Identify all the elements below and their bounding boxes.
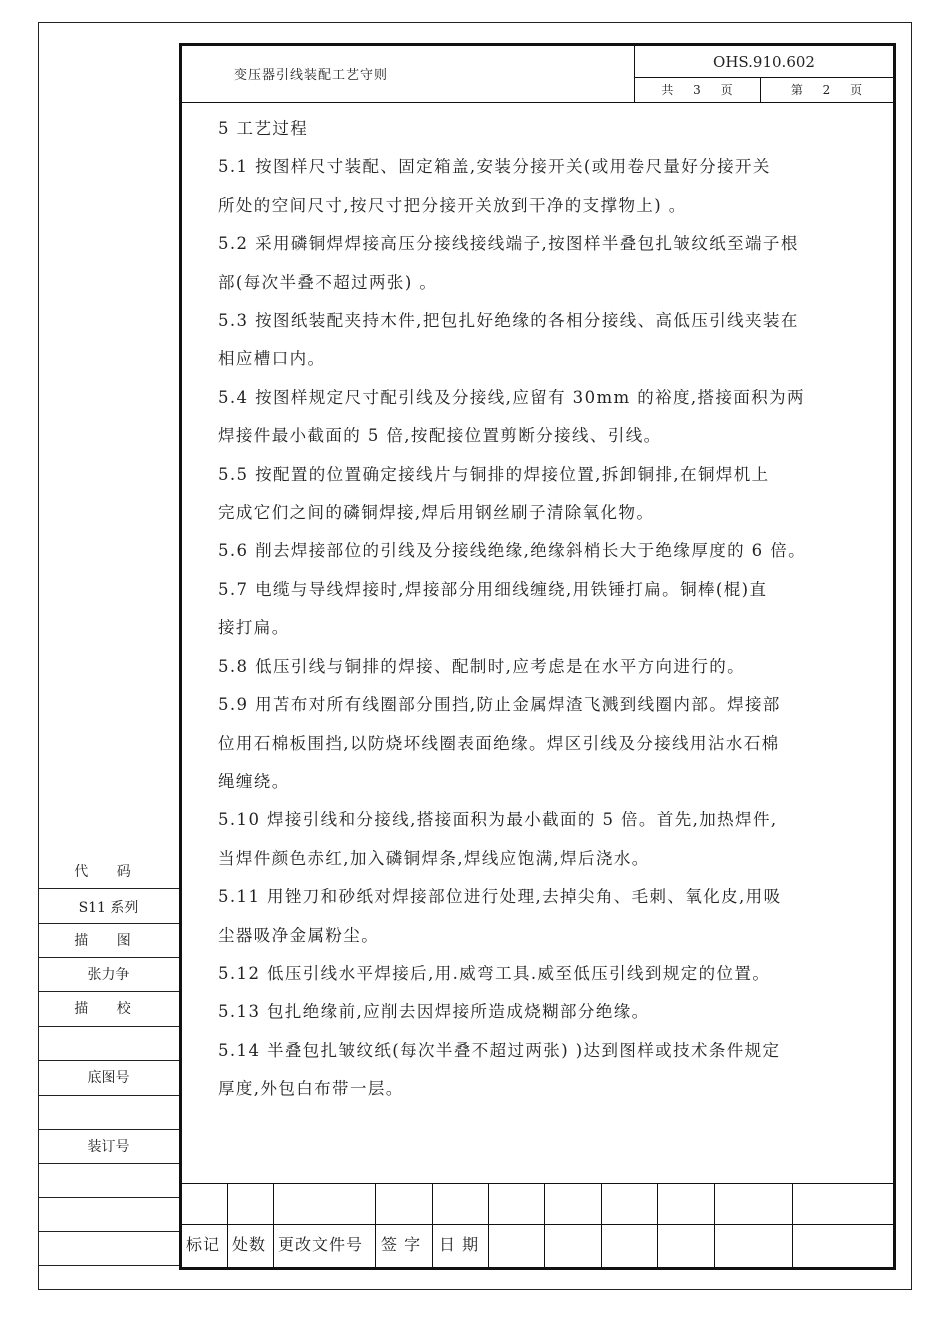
revision-col-line <box>792 1184 793 1268</box>
paragraph-continuation-line: 位用石棉板围挡,以防烧坏线圈表面绝缘。焊区引线及分接线用沾水石棉 <box>218 733 780 753</box>
revision-row-divider <box>182 1224 893 1225</box>
sidebar-blank-1 <box>38 1027 179 1061</box>
revision-col-line <box>657 1184 658 1268</box>
paragraph-line: 5 工艺过程 <box>218 119 309 138</box>
paragraph-continuation-line: 相应槽口内。 <box>218 349 326 369</box>
paragraph-continuation-line: 焊接件最小截面的 5 倍,按配接位置剪断分接线、引线。 <box>218 426 662 446</box>
paragraph-continuation-line: 部(每次半叠不超过两张) 。 <box>218 272 438 292</box>
paragraph-continuation-line: 绳缠绕。 <box>218 771 290 791</box>
paragraph-continuation-line: 完成它们之间的磷铜焊接,焊后用钢丝刷子清除氧化物。 <box>218 503 655 523</box>
revision-count-label: 处数 <box>232 1235 267 1254</box>
sidebar-check-label: 描 校 <box>38 992 179 1027</box>
sidebar-code-label: 代 码 <box>38 855 179 889</box>
revision-col-line <box>432 1184 433 1268</box>
paragraph-continuation-line: 尘器吸净金属粉尘。 <box>218 925 380 945</box>
paragraph-line: 5.7 电缆与导线焊接时,焊接部分用细线缠绕,用铁锤打扁。铜棒(棍)直 <box>218 579 768 599</box>
sidebar-blank-2 <box>38 1096 179 1130</box>
paragraph-line: 5.13 包扎绝缘前,应削去因焊接所造成烧糊部分绝缘。 <box>218 1002 650 1022</box>
sidebar-base-label: 底图号 <box>38 1061 179 1096</box>
sidebar-draw-label: 描 图 <box>38 924 179 958</box>
revision-change-doc-label: 更改文件号 <box>278 1235 364 1254</box>
document-title: 变压器引线装配工艺守则 <box>234 68 389 83</box>
sidebar-drawer: 张力争 <box>38 958 179 992</box>
paragraph-continuation-line: 所处的空间尺寸,按尺寸把分接开关放到干净的支撑物上) 。 <box>218 195 687 215</box>
paragraph-line: 5.1 按图样尺寸装配、固定箱盖,安装分接开关(或用卷尺量好分接开关 <box>218 157 771 177</box>
header-info-cell <box>635 46 893 103</box>
paragraph-line: 5.12 低压引线水平焊接后,用.威弯工具.威至低压引线到规定的位置。 <box>218 963 771 983</box>
revision-date-label: 日 期 <box>439 1235 480 1254</box>
paragraph-line: 5.4 按图样规定尺寸配引线及分接线,应留有 30mm 的裕度,搭接面积为两 <box>218 387 805 407</box>
revision-sign-label: 签 字 <box>381 1235 422 1254</box>
paragraph-line: 5.9 用苫布对所有线圈部分围挡,防止金属焊渣飞溅到线圈内部。焊接部 <box>218 695 781 715</box>
sidebar-blank-4 <box>38 1198 179 1232</box>
paragraph-continuation-line: 厚度,外包白布带一层。 <box>218 1079 404 1099</box>
revision-col-line <box>601 1184 602 1268</box>
paragraph-line: 5.14 半叠包扎皱纹纸(每次半叠不超过两张) )达到图样或技术条件规定 <box>218 1040 781 1060</box>
paragraph-line: 5.3 按图纸装配夹持木件,把包扎好绝缘的各相分接线、高低压引线夹装在 <box>218 311 799 331</box>
paragraph-line: 5.5 按配置的位置确定接线片与铜排的焊接位置,拆卸铜排,在铜焊机上 <box>218 464 770 484</box>
page-info <box>635 78 893 102</box>
revision-col-line <box>227 1184 228 1268</box>
paragraph-line: 5.11 用锉刀和砂纸对焊接部位进行处理,去掉尖角、毛刺、氧化皮,用吸 <box>218 887 782 907</box>
document-frame <box>179 43 896 1270</box>
revision-col-line <box>714 1184 715 1268</box>
paragraph-continuation-line: 接打扁。 <box>218 618 290 638</box>
sidebar-blank-5 <box>38 1232 179 1266</box>
revision-col-line <box>488 1184 489 1268</box>
revision-mark-label: 标记 <box>186 1235 221 1254</box>
paragraph-line: 5.6 削去焊接部位的引线及分接线绝缘,绝缘斜梢长大于绝缘厚度的 6 倍。 <box>218 541 807 561</box>
paragraph-line: 5.10 焊接引线和分接线,搭接面积为最小截面的 5 倍。首先,加热焊件, <box>218 810 778 830</box>
sidebar-series: S11 系列 <box>38 889 179 924</box>
current-page: 第 2 页 <box>790 83 864 97</box>
document-body <box>218 110 858 1109</box>
header-title-cell <box>182 46 635 103</box>
revision-table <box>182 1183 893 1267</box>
sidebar-binding-label: 装订号 <box>38 1130 179 1164</box>
paragraph-line: 5.2 采用磷铜焊焊接高压分接线接线端子,按图样半叠包扎皱纹纸至端子根 <box>218 234 799 254</box>
revision-col-line <box>544 1184 545 1268</box>
document-code: OHS.910.602 <box>635 46 893 78</box>
sidebar-blank-3 <box>38 1164 179 1198</box>
paragraph-line: 5.8 低压引线与铜排的焊接、配制时,应考虑是在水平方向进行的。 <box>218 656 746 676</box>
total-pages: 共 3 页 <box>635 78 761 102</box>
paragraph-continuation-line: 当焊件颜色赤红,加入磷铜焊条,焊线应饱满,焊后浇水。 <box>218 848 650 868</box>
revision-col-line <box>375 1184 376 1268</box>
revision-col-line <box>273 1184 274 1268</box>
